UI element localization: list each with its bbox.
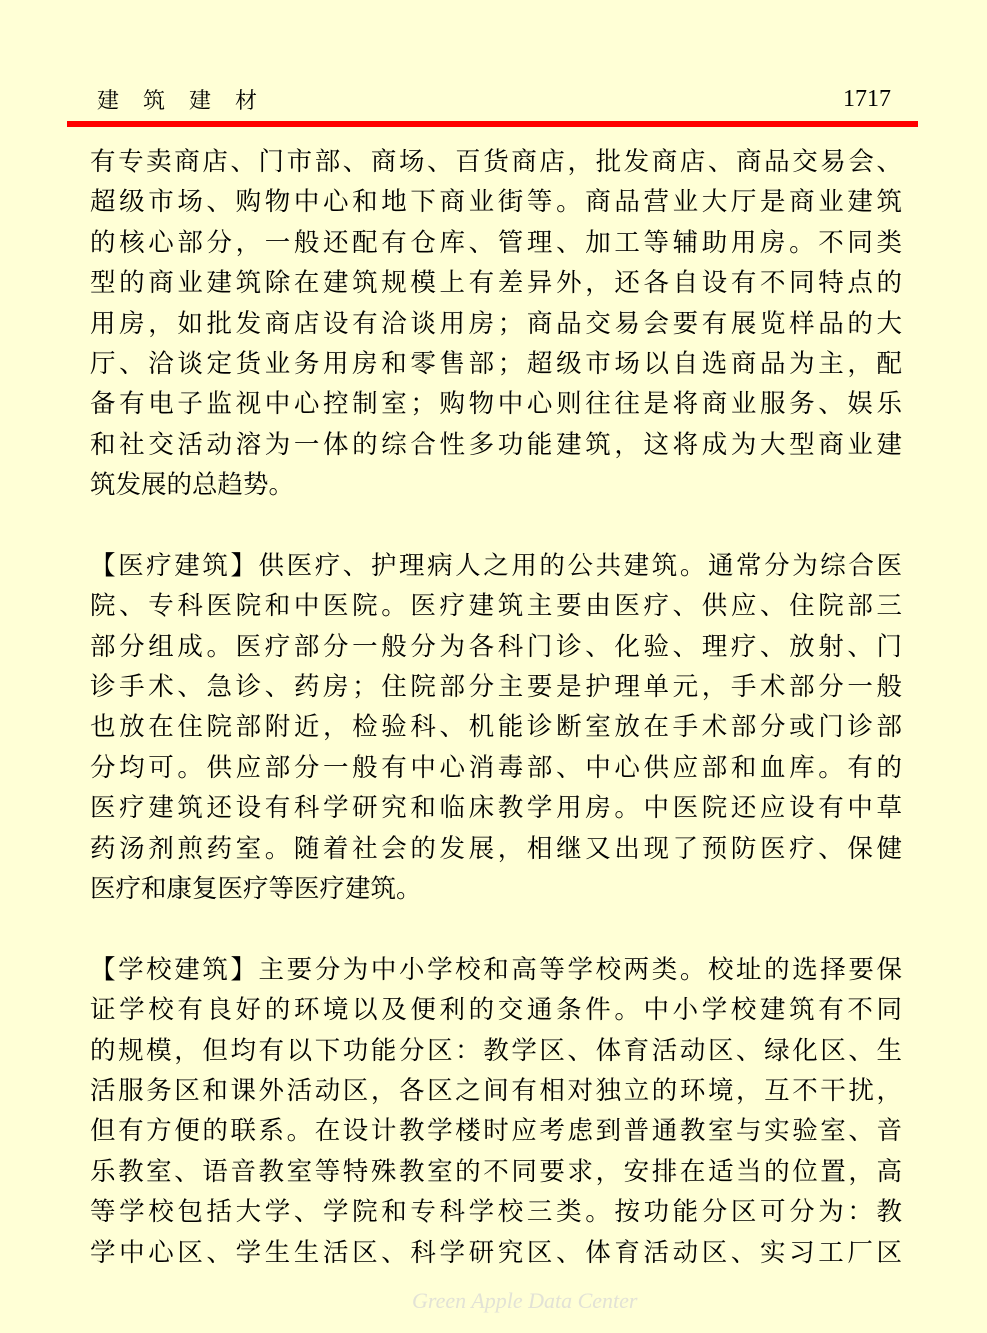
text-line: 活服务区和课外活动区，各区之间有相对独立的环境，互不干扰，	[90, 1075, 902, 1106]
text-line: 的核心部分，一般还配有仓库、管理、加工等辅助用房。不同类	[90, 227, 902, 258]
text-line: 医疗建筑还设有科学研究和临床教学用房。中医院还应设有中草	[90, 793, 902, 824]
text-line: 乐教室、语音教室等特殊教室的不同要求，安排在适当的位置，高	[90, 1156, 902, 1187]
text-line: 用房，如批发商店设有洽谈用房；商品交易会要有展览样品的大	[90, 308, 902, 339]
paragraph	[90, 950, 902, 1273]
text-line: 【医疗建筑】供医疗、护理病人之用的公共建筑。通常分为综合医	[90, 550, 902, 581]
text-line: 筑发展的总趋势。	[90, 470, 295, 501]
text-line: 学中心区、学生生活区、科学研究区、体育活动区、实习工厂区	[90, 1237, 902, 1268]
header-divider	[67, 121, 918, 127]
text-line: 但有方便的联系。在设计教学楼时应考虑到普通教室与实验室、音	[90, 1116, 902, 1147]
text-line: 医疗和康复医疗等医疗建筑。	[90, 874, 422, 905]
text-line: 【学校建筑】主要分为中小学校和高等学校两类。校址的选择要保	[90, 954, 902, 985]
paragraph	[90, 546, 902, 910]
text-line: 厅、洽谈定货业务用房和零售部；超级市场以自选商品为主，配	[90, 348, 902, 379]
text-line: 部分组成。医疗部分一般分为各科门诊、化验、理疗、放射、门	[90, 631, 902, 662]
text-line: 有专卖商店、门市部、商场、百货商店，批发商店、商品交易会、	[90, 147, 902, 177]
page-number: 1717	[843, 86, 891, 112]
text-line: 型的商业建筑除在建筑规模上有差异外，还各自设有不同特点的	[90, 268, 902, 299]
text-line: 和社交活动溶为一体的综合性多功能建筑，这将成为大型商业建	[90, 429, 902, 460]
text-line: 药汤剂煎药室。随着社会的发展，相继又出现了预防医疗、保健	[90, 833, 902, 864]
text-line: 诊手术、急诊、药房；住院部分主要是护理单元，手术部分一般	[90, 672, 902, 703]
paragraph	[90, 142, 902, 506]
text-line: 超级市场、购物中心和地下商业街等。商品营业大厅是商业建筑	[90, 187, 902, 218]
text-line: 备有电子监视中心控制室；购物中心则往往是将商业服务、娱乐	[90, 389, 902, 420]
text-line: 院、专科医院和中医院。医疗建筑主要由医疗、供应、住院部三	[90, 591, 902, 622]
watermark: Green Apple Data Center	[412, 1288, 638, 1313]
text-line: 等学校包括大学、学院和专科学校三类。按功能分区可分为：教	[90, 1197, 902, 1228]
body-text	[90, 142, 902, 1313]
running-header-title: 建筑建材	[97, 89, 282, 114]
text-line: 的规模，但均有以下功能分区：教学区、体育活动区、绿化区、生	[90, 1035, 902, 1066]
text-line: 证学校有良好的环境以及便利的交通条件。中小学校建筑有不同	[90, 995, 902, 1026]
text-line: 分均可。供应部分一般有中心消毒部、中心供应部和血库。有的	[90, 752, 902, 783]
text-line: 也放在住院部附近，检验科、机能诊断室放在手术部分或门诊部	[90, 712, 902, 743]
